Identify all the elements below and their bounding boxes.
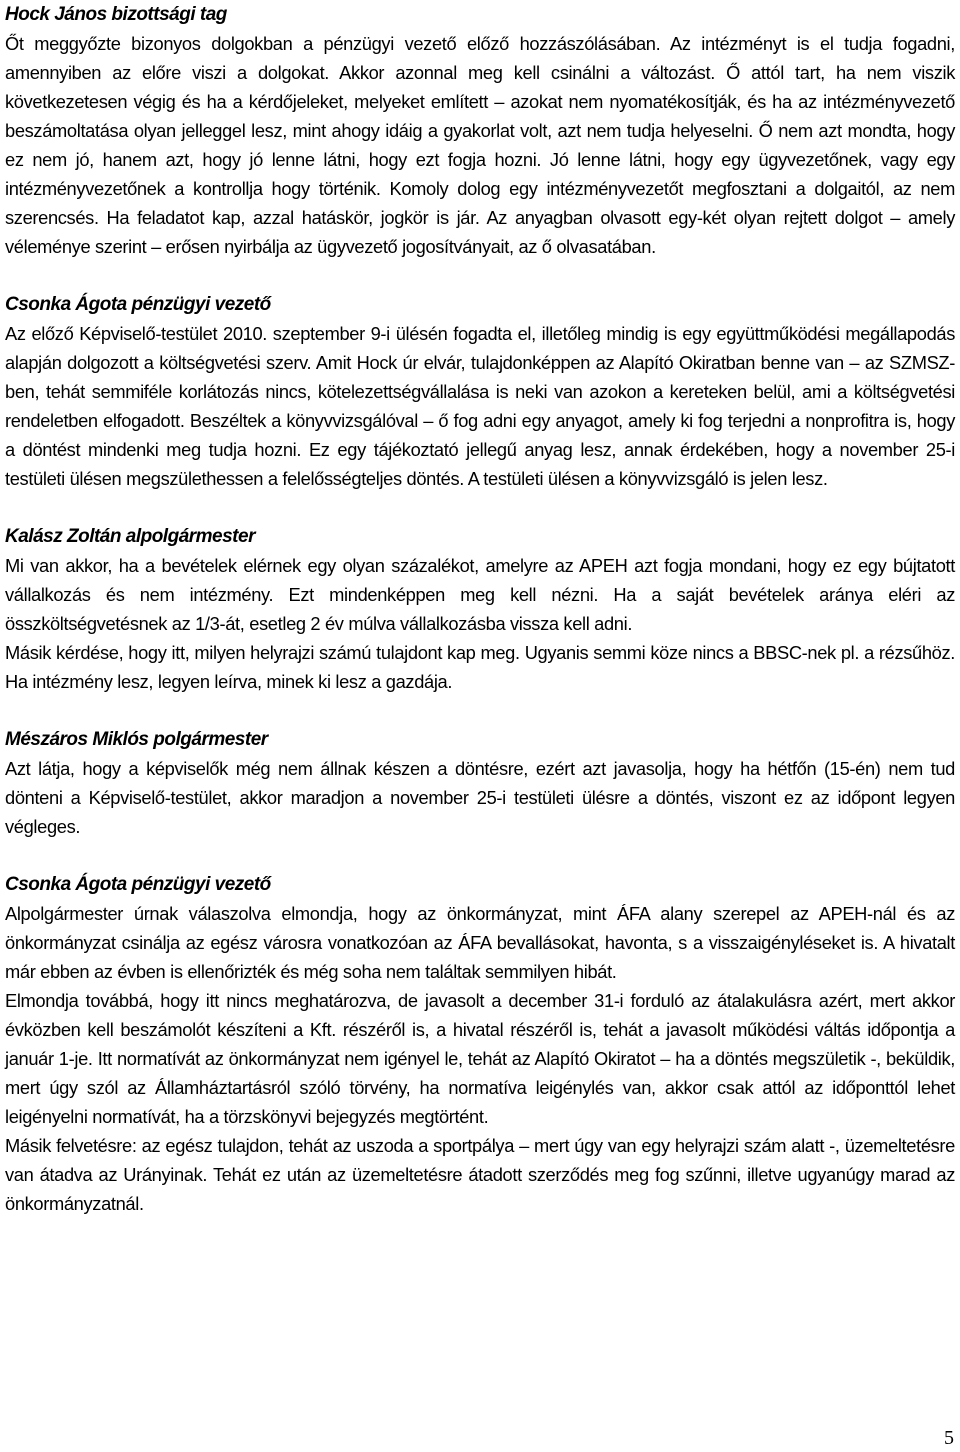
paragraph: Az előző Képviselő-testület 2010. szeptember 9-i ülésén fogadta el, illetőleg mindig is egy együttműködési megállapodás alapján dolgozott a költségvetési szerv. Amit Hock úr elvár, tulajdonképpen az Alapító Okiratban benne van – az SZMSZ-ben, tehát semmiféle korlátozás nincs, kötelezettségvállalása is neki van azokon a kereteken belül, ami a költségvetési rendeletben elfogadott. Beszéltek a könyvvizsgálóval – ő fog adni egy anyagot, amely ki fog terjedni a nonprofitra is, hogy a döntést mindenki meg tudja hozni. Ez egy tájékoztató jellegű anyag lesz, annak érdekében, hogy a november 25-i testületi ülésen megszülethessen a felelősségteljes döntés. A testületi ülésen a könyvvizsgáló is jelen lesz. [5, 323, 955, 489]
speaker-heading: Kalász Zoltán alpolgármester [5, 526, 255, 547]
speaker-heading: Csonka Ágota pénzügyi vezető [5, 874, 271, 895]
page-number: 5 [944, 1427, 954, 1449]
paragraph: Másik felvetésre: az egész tulajdon, tehát az uszoda a sportpálya – mert úgy van egy helyrajzi szám alatt -, üzemeltetésre van átadva az Urányinak. Tehát ez után az üzemeltetésre átadott szerződés meg fog szűnni, illetve ugyanúgy marad az önkormányzatnál. [5, 1135, 955, 1214]
document-page [5, 0, 955, 1218]
paragraph: Elmondja továbbá, hogy itt nincs meghatározva, de javasolt a december 31-i forduló az átalakulásra azért, mert akkor évközben kell beszámolót készíteni a Kft. részéről is, a hivatal részéről is, tehát a javasolt működési váltás időpontja a január 1-je. Itt normatívát az önkormányzat nem igényel le, tehát az Alapító Okiratot – ha a döntés megszületik -, beküldik, mert úgy szól az Államháztartásról szóló törvény, ha normatíva leigénylés van, akkor csak attól az időponttól lehet leigényelni normatívát, ha a törzskönyvi bejegyzés megtörtént. [5, 990, 955, 1127]
paragraph: Mi van akkor, ha a bevételek elérnek egy olyan százalékot, amelyre az APEH azt fogja mondani, hogy ez egy bújtatott vállalkozás és nem intézmény. Ezt mindenképpen meg kell nézni. Ha a saját bevételek aránya eléri az összköltségvetésnek az 1/3-át, esetleg 2 év múlva vállalkozásba vissza kell adni. [5, 555, 955, 634]
speaker-heading: Mészáros Miklós polgármester [5, 729, 268, 750]
paragraph: Őt meggyőzte bizonyos dolgokban a pénzügyi vezető előző hozzászólásában. Az intézményt is el tudja fogadni, amennyiben az előre viszi a dolgokat. Akkor azonnal meg kell csinálni a változást. Ő attól tart, ha nem viszik következetesen végig és ha a kérdőjeleket, melyeket említett – azokat nem nyomatékosítják, és ha az intézményvezető beszámoltatása olyan jelleggel lesz, mint ahogy idáig a gyakorlat volt, azt nem tudja helyeselni. Ő nem azt mondta, hogy ez nem jó, hanem azt, hogy jó lenne látni, hogy ezt fogja hozni. Jó lenne látni, hogy egy ügyvezetőnek, vagy egy intézményvezetőnek a kontrollja hogy történik. Komoly dolog egy intézményvezetőt megfosztani a dolgaitól, az nem szerencsés. Ha feladatot kap, azzal hatáskör, jogkör is jár. Az anyagban olvasott egy-két olyan rejtett dolgot – amely véleménye szerint – erősen nyirbálja az ügyvezető jogosítványait, az ő olvasatában. [5, 33, 955, 257]
speaker-heading: Hock János bizottsági tag [5, 4, 227, 25]
paragraph: Másik kérdése, hogy itt, milyen helyrajzi számú tulajdont kap meg. Ugyanis semmi köze nincs a BBSC-nek pl. a rézsűhöz. Ha intézmény lesz, legyen leírva, minek ki lesz a gazdája. [5, 642, 955, 692]
section-csonka-1 [5, 290, 955, 493]
speaker-heading: Csonka Ágota pénzügyi vezető [5, 294, 271, 315]
section-hock [5, 0, 955, 261]
paragraph: Alpolgármester úrnak válaszolva elmondja, hogy az önkormányzat, mint ÁFA alany szerepel az APEH-nál és az önkormányzat csinálja az egész városra vonatkozóan az ÁFA bevallásokat, havonta, s a visszaigényléseket is. A hivatalt már ebben az évben is ellenőrizték és még soha nem találtak semmilyen hibát. [5, 903, 955, 982]
paragraph: Azt látja, hogy a képviselők még nem állnak készen a döntésre, ezért azt javasolja, hogy ha hétfőn (15-én) nem tud dönteni a Képviselő-testület, akkor maradjon a november 25-i testületi ülésre a döntés, viszont ez az időpont legyen végleges. [5, 758, 955, 837]
section-kalasz [5, 522, 955, 696]
section-csonka-2 [5, 870, 955, 1218]
section-meszaros [5, 725, 955, 841]
